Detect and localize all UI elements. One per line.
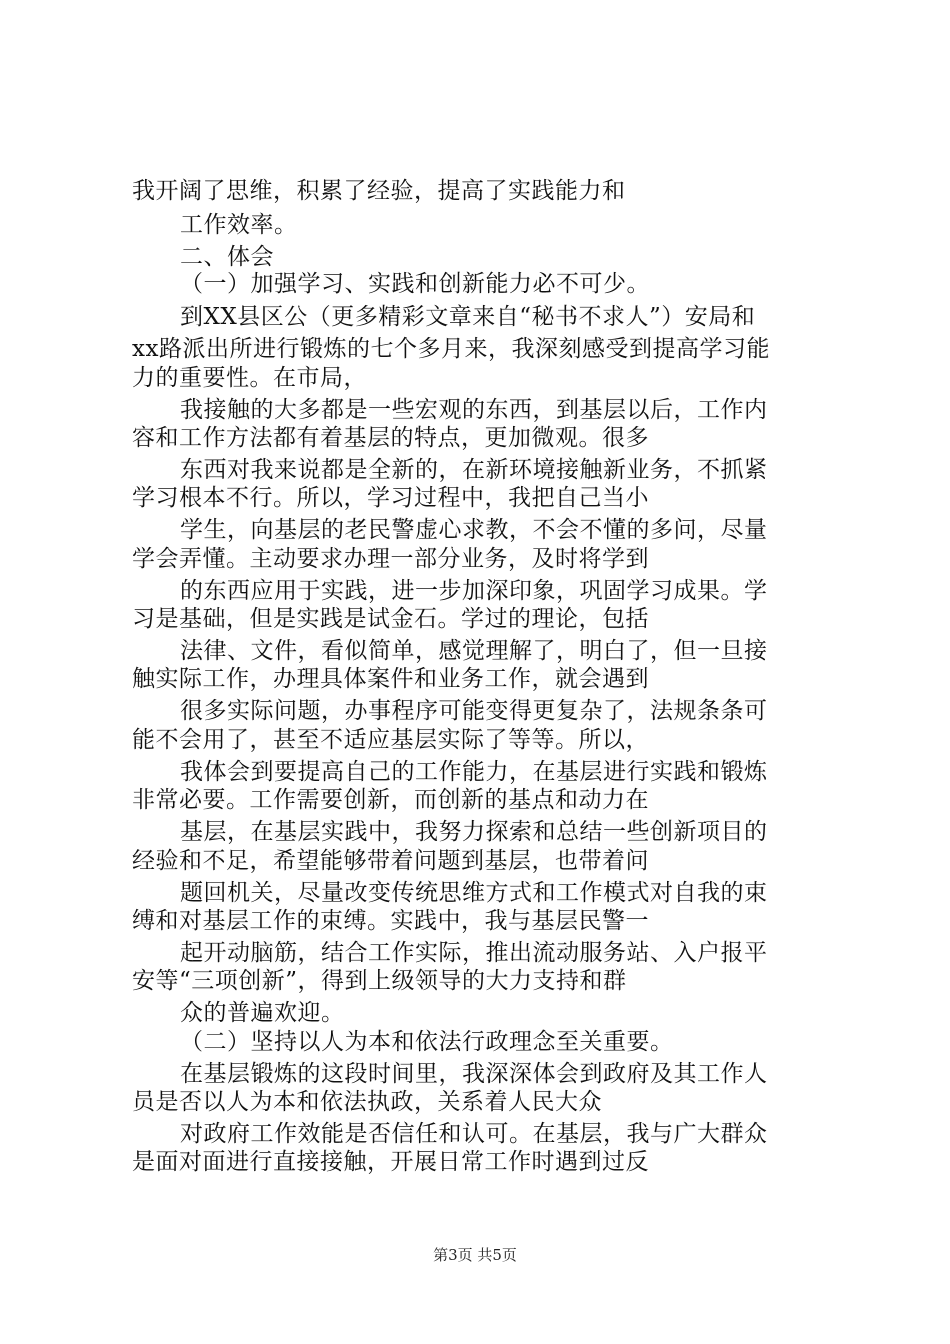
text-line: 对政府工作效能是否信任和认可。在基层，我与广大群众 — [180, 1121, 768, 1147]
section-heading: 二、体会 — [180, 244, 274, 270]
text-line: 起开动脑筋，结合工作实际，推出流动服务站、入户报平 — [180, 940, 768, 966]
text-line: 缚和对基层工作的束缚。实践中，我与基层民警一 — [132, 908, 649, 934]
text-line: 的东西应用于实践，进一步加深印象，巩固学习成果。学 — [180, 578, 768, 604]
text-line: 能不会用了，甚至不适应基层实际了等等。所以， — [132, 727, 649, 753]
text-line: 习是基础，但是实践是试金石。学过的理论，包括 — [132, 606, 649, 632]
text-line: 员是否以人为本和依法执政，关系着人民大众 — [132, 1089, 602, 1115]
text-line: 我体会到要提高自己的工作能力，在基层进行实践和锻炼 — [180, 759, 768, 785]
text-line: 安等“三项创新”，得到上级领导的大力支持和群 — [132, 968, 627, 994]
text-line: 容和工作方法都有着基层的特点，更加微观。很多 — [132, 425, 649, 451]
text-line: 非常必要。工作需要创新，而创新的基点和动力在 — [132, 787, 649, 813]
text-line: 东西对我来说都是全新的，在新环境接触新业务，不抓紧 — [180, 457, 768, 483]
text-line: xx路派出所进行锻炼的七个多月来，我深刻感受到提高学习能 — [132, 336, 770, 362]
text-line: 触实际工作，办理具体案件和业务工作，就会遇到 — [132, 666, 649, 692]
page-number-footer: 第3页 共5页 — [433, 1246, 517, 1264]
text-line: 众的普遍欢迎。 — [180, 1000, 345, 1026]
subsection-heading: （一）加强学习、实践和创新能力必不可少。 — [180, 271, 650, 297]
text-line: 经验和不足，希望能够带着问题到基层，也带着问 — [132, 848, 649, 874]
text-line: 我接触的大多都是一些宏观的东西，到基层以后，工作内 — [180, 397, 768, 423]
text-line: 学生，向基层的老民警虚心求教，不会不懂的多问，尽量 — [180, 517, 768, 543]
text-line: 学习根本不行。所以，学习过程中，我把自己当小 — [132, 485, 649, 511]
text-line: 基层，在基层实践中，我努力探索和总结一些创新项目的 — [180, 819, 768, 845]
text-line: 题回机关，尽量改变传统思维方式和工作模式对自我的束 — [180, 880, 768, 906]
text-line: 工作效率。 — [180, 212, 298, 238]
text-line: 法律、文件，看似简单，感觉理解了，明白了，但一旦接 — [180, 638, 768, 664]
subsection-heading: （二）坚持以人为本和依法行政理念至关重要。 — [180, 1029, 674, 1055]
text-line: 学会弄懂。主动要求办理一部分业务，及时将学到 — [132, 546, 649, 572]
text-line: 很多实际问题，办事程序可能变得更复杂了，法规条条可 — [180, 698, 768, 724]
text-line: 到XX县区公（更多精彩文章来自“秘书不求人”）安局和 — [180, 304, 756, 330]
text-line: 是面对面进行直接接触，开展日常工作时遇到过反 — [132, 1149, 649, 1175]
text-line: 在基层锻炼的这段时间里，我深深体会到政府及其工作人 — [180, 1061, 768, 1087]
text-line: 我开阔了思维，积累了经验，提高了实践能力和 — [132, 178, 626, 204]
text-line: 力的重要性。在市局， — [132, 365, 367, 391]
